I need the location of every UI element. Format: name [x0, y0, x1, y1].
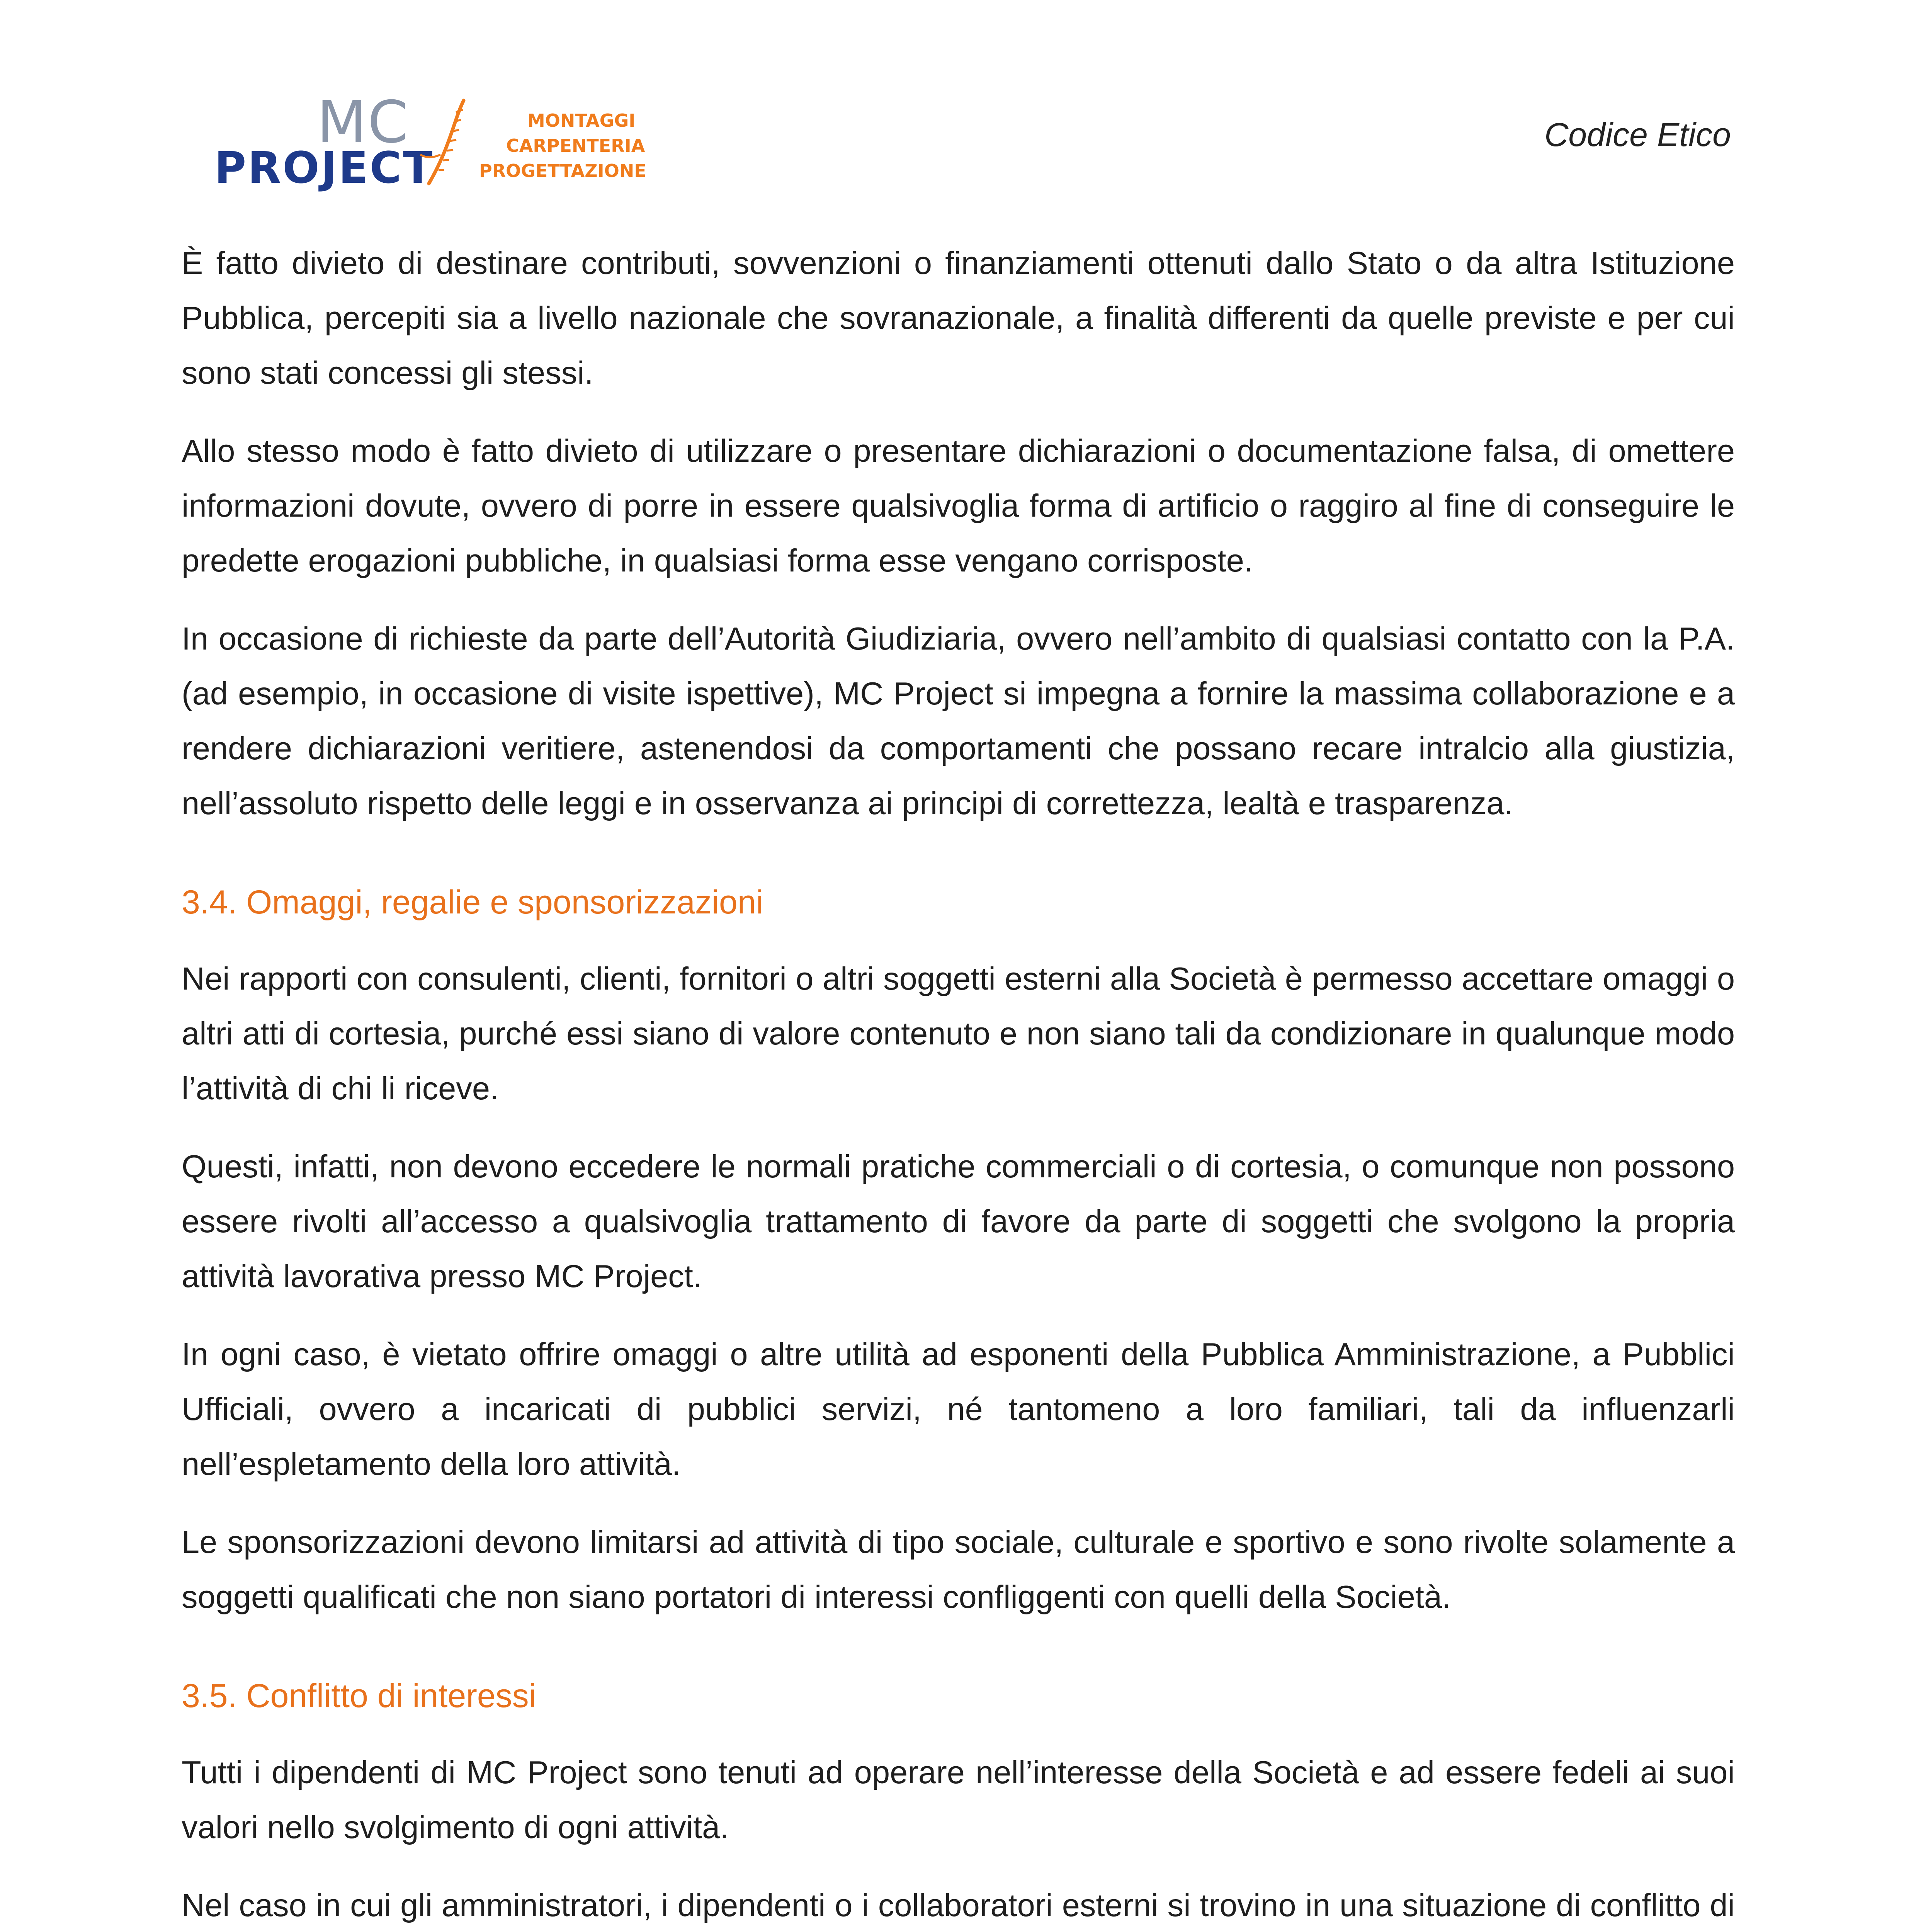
page-header	[182, 77, 1743, 193]
document-body	[182, 236, 1735, 1932]
paragraph: Nei rapporti con consulenti, clienti, fornitori o altri soggetti esterni alla Società è permesso accettare omaggi o altri atti di cortesia, purché essi siano di valore contenuto e non siano tali da condizionare in qualunque modo l’attività di chi li riceve.	[182, 961, 1735, 1106]
logo-swoosh-icon	[417, 97, 475, 189]
logo-tagline-montaggi: MONTAGGI	[527, 110, 636, 131]
paragraph: Allo stesso modo è fatto divieto di utilizzare o presentare dichiarazioni o documentazione falsa, di omettere informazioni dovute, ovvero di porre in essere qualsivoglia forma di artificio o raggiro al fine di conseguire le predette erogazioni pubbliche, in qualsiasi forma esse vengano corrisposte.	[182, 433, 1735, 578]
company-logo	[201, 89, 665, 193]
paragraph: In occasione di richieste da parte dell’Autorità Giudiziaria, ovvero nell’ambito di qualsiasi contatto con la P.A. (ad esempio, in occasione di visite ispettive), MC Project si impegna a fornire la massima collaborazione e a rendere dichiarazioni veritiere, astenendosi da comportamenti che possano recare intralcio alla giustizia, nell’assoluto rispetto delle leggi e in osservanza ai principi di correttezza, lealtà e trasparenza.	[182, 621, 1735, 821]
section-heading-3-5: 3.5. Conflitto di interessi	[182, 1677, 536, 1714]
logo-mc-text: MC	[317, 89, 409, 156]
paragraph: Questi, infatti, non devono eccedere le normali pratiche commerciali o di cortesia, o comunque non possono essere rivolti all’accesso a qualsivoglia trattamento di favore da parte di soggetti che svolgono la propria attività lavorativa presso MC Project.	[182, 1148, 1735, 1294]
paragraph: In ogni caso, è vietato offrire omaggi o altre utilità ad esponenti della Pubblica Amministrazione, a Pubblici Ufficiali, ovvero a incaricati di pubblici servizi, né tantomeno a loro familiari, tali da influenzarli nell’espletamento della loro attività.	[182, 1336, 1735, 1482]
section-heading-3-4: 3.4. Omaggi, regalie e sponsorizzazioni	[182, 884, 763, 921]
paragraph: Le sponsorizzazioni devono limitarsi ad attività di tipo sociale, culturale e sportivo e sono rivolte solamente a soggetti qualificati che non siano portatori di interessi confliggenti con quelli della Società.	[182, 1524, 1735, 1615]
paragraph: Tutti i dipendenti di MC Project sono tenuti ad operare nell’interesse della Società e ad essere fedeli ai suoi valori nello svolgimento di ogni attività.	[182, 1754, 1735, 1845]
logo-tagline-progettazione: PROGETTAZIONE	[479, 160, 646, 181]
document-title: Codice Etico	[1544, 116, 1731, 153]
logo-tagline-carpenteria: CARPENTERIA	[506, 135, 645, 156]
logo-project-text: PROJECT	[214, 143, 434, 193]
paragraph: È fatto divieto di destinare contributi, sovvenzioni o finanziamenti ottenuti dallo Stato o da altra Istituzione Pubblica, percepiti sia a livello nazionale che sovranazionale, a finalità differenti da quelle previste e per cui sono stati concessi gli stessi.	[182, 245, 1735, 391]
paragraph: Nel caso in cui gli amministratori, i dipendenti o i collaboratori esterni si trovino in una situazione di conflitto di	[182, 1887, 1735, 1923]
